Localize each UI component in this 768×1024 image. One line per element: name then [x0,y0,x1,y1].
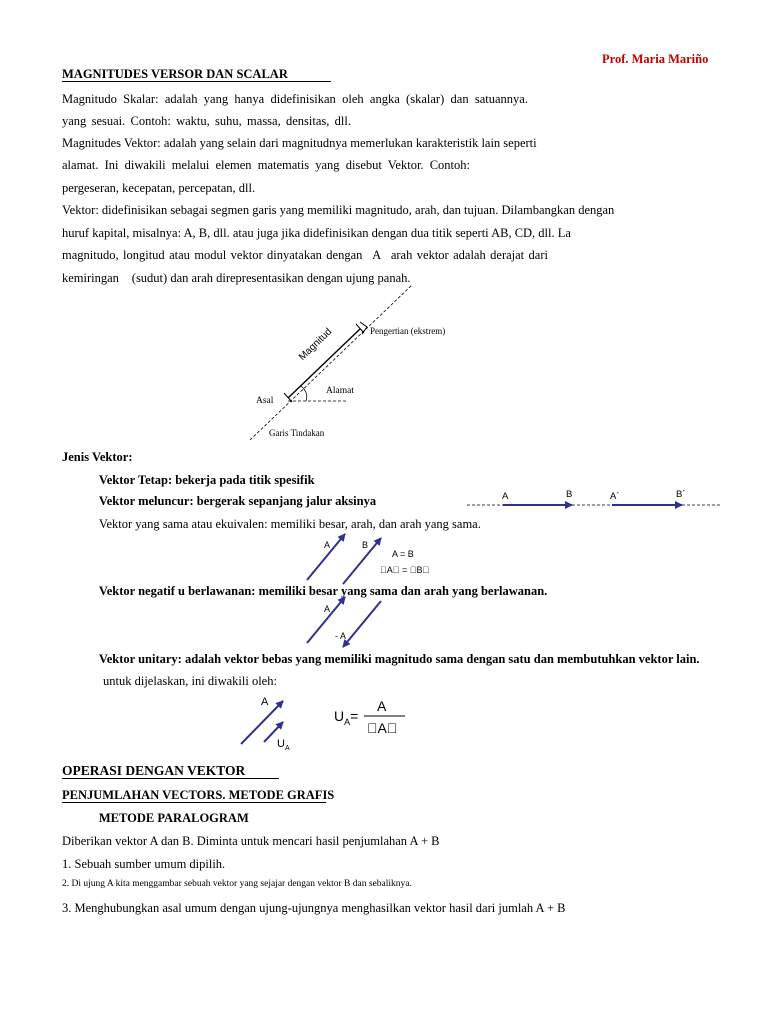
end-label: Pengertian (ekstrem) [370,326,446,336]
equal-label-b: B [362,540,369,550]
type-sliding-text: Vektor meluncur: bergerak sepanjang jalur aksinya [86,494,364,508]
origin-label: Asal [256,396,274,406]
intro-line-4: alamat. Ini diwakili melalui elemen matematis yang disebut Vektor. Contoh: [62,158,470,172]
method-heading-text: METODE PARALOGRAM [86,811,236,825]
step-2: 2. Di ujung A kita menggambar sebuah vektor yang sejajar dengan vektor B dan sebaliknya. [62,879,412,889]
intro-line-3: Magnitudes Vektor: adalah yang selain dari magnitudnya memerlukan karakteristik lain seperti [62,136,537,150]
type-unit-text: Vektor unitary: adalah vektor bebas yang memiliki magnitudo sama dengan satu dan membutuhkan vektor lain. [86,652,687,666]
sliding-label-b2: B´ [676,489,686,500]
sum-heading: PENJUMLAHAN VECTORS. METODE GRAFIS [62,788,335,802]
unit-label-a: A [261,696,269,708]
type-unit-cont: untuk dijelaskan, ini diwakili oleh: [103,674,277,688]
unit-formula-denominator: A [367,720,377,736]
sliding-label-a2: A´ [610,491,620,502]
address-label: Alamat [326,386,354,396]
ops-underline [62,778,279,779]
type-fixed-text: Vektor Tetap: bekerja pada titik spesifik [86,473,302,487]
magnitude-label: Magnitud [297,326,335,363]
unit-label-u-sub: A [284,745,290,753]
negative-vector-minus-a [343,601,381,647]
intro-line-9: kemiringan (sudut) dan arah direpresentasikan dengan ujung panah. [62,271,401,285]
unit-formula-lhs [334,708,358,727]
line-of-action-label: Garis Tindakan [269,428,325,438]
unit-formula-numerator: A [377,698,387,714]
equal-label-a: A [324,540,331,550]
unit-label-u-letter: U [277,738,285,750]
unit-label-u [277,738,290,752]
intro-line-5: pergeseran, kecepatan, percepatan, dll. [62,181,256,195]
unit-formula-sub: A [344,716,351,727]
intro-line-7: huruf kapital, misalnya: A, B, dll. atau juga jika didefinisikan dengan dua titik seperti AB, CD, dll. La [62,226,571,240]
type-equal-text: Vektor yang sama atau ekuivalen: memiliki besar, arah, dan arah yang sama. [86,517,468,531]
negative-label-a: A [324,604,331,614]
negative-label-minus-a: - A [335,631,347,641]
sum-underline [62,802,326,803]
intro-line-1: Magnitudo Skalar: adalah yang hanya didefinisikan oleh angka (skalar) dan satuannya. [62,92,528,106]
step-1: 1. Sebuah sumber umum dipilih. [62,857,226,871]
type-negative-text: Vektor negatif u berlawanan: memiliki besar yang sama dan arah yang berlawanan. [86,584,535,598]
step-3: 3. Menghubungkan asal umum dengan ujung-ujungnya menghasilkan vektor hasil dari jumlah A + B [62,901,566,915]
unit-formula-equals: = [350,708,359,724]
section-title-text: MAGNITUDES VERSOR DAN SCALAR [62,67,288,81]
ops-heading: OPERASI DENGAN VEKTOR [62,763,246,778]
equal-relation-1: A = B [392,549,414,559]
intro-line-2: yang sesuai. Contoh: waktu, suhu, massa, densitas, dll. [62,114,351,128]
sliding-label-b: B [566,489,573,500]
intro-line-8: magnitudo, longitud atau modul vektor dinyatakan dengan A arah vektor adalah derajat dari [62,248,548,262]
step-intro: Diberikan vektor A dan B. Diminta untuk mencari hasil penjumlahan A + B [62,834,440,848]
method-heading [86,811,249,826]
sliding-label-a: A [502,491,509,502]
intro-line-6: Vektor: didefinisikan sebagai segmen garis yang memiliki magnitudo, arah, dan tujuan. Dilambangkan dengan [62,203,615,217]
equal-relation-2: A = B [380,565,402,575]
bullet-icon [86,811,96,825]
types-heading: Jenis Vektor: [62,450,133,464]
author-name: Prof. Maria Mariño [602,52,709,66]
unit-formula-u: U [334,708,345,724]
